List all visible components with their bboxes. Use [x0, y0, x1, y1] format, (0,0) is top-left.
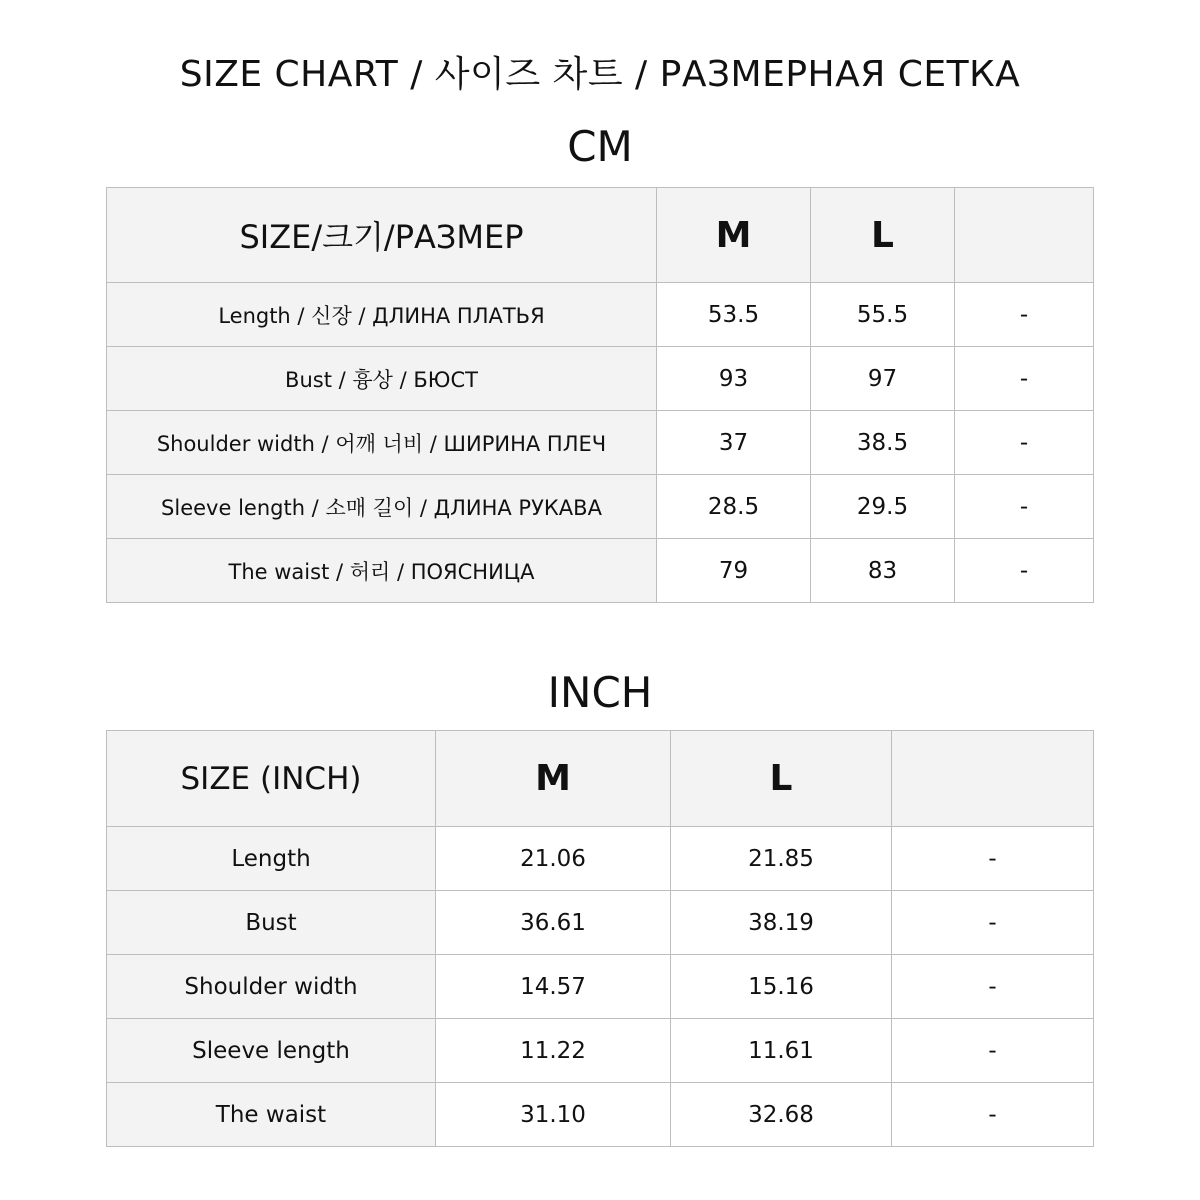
table-row [107, 1083, 1094, 1147]
size-l-value: 21.85 [671, 827, 892, 891]
table-row [107, 891, 1094, 955]
size-m-header: M [657, 188, 811, 283]
row-label: Shoulder width [107, 955, 436, 1019]
size-m-value: 79 [657, 539, 811, 603]
cm-size-table [106, 187, 1094, 603]
empty-size-value: - [892, 891, 1094, 955]
row-label: Length [107, 827, 436, 891]
table-row [107, 347, 1094, 411]
size-l-header: L [671, 731, 892, 827]
table-row [107, 539, 1094, 603]
empty-size-value: - [955, 347, 1094, 411]
row-label: Sleeve length [107, 1019, 436, 1083]
size-m-header: M [436, 731, 671, 827]
size-column-header: SIZE (INCH) [107, 731, 436, 827]
empty-size-value: - [892, 1019, 1094, 1083]
size-l-value: 32.68 [671, 1083, 892, 1147]
row-label: The waist / 허리 / ПОЯСНИЦА [107, 539, 657, 603]
row-label: The waist [107, 1083, 436, 1147]
empty-size-value: - [955, 475, 1094, 539]
empty-size-value: - [955, 283, 1094, 347]
size-l-value: 83 [811, 539, 955, 603]
size-l-value: 15.16 [671, 955, 892, 1019]
inch-section-heading: INCH [547, 668, 653, 717]
size-l-value: 11.61 [671, 1019, 892, 1083]
table-row [107, 827, 1094, 891]
size-m-value: 93 [657, 347, 811, 411]
size-m-value: 36.61 [436, 891, 671, 955]
empty-size-value: - [955, 411, 1094, 475]
inch-size-table [106, 730, 1094, 1147]
page-title: SIZE CHART / 사이즈 차트 / РАЗМЕРНАЯ СЕТКА [179, 54, 1021, 95]
row-label: Bust / 흉상 / БЮСТ [107, 347, 657, 411]
table-row [107, 283, 1094, 347]
empty-size-value: - [955, 539, 1094, 603]
size-m-value: 37 [657, 411, 811, 475]
size-m-value: 53.5 [657, 283, 811, 347]
size-m-value: 14.57 [436, 955, 671, 1019]
empty-size-value: - [892, 955, 1094, 1019]
size-l-value: 97 [811, 347, 955, 411]
table-header-row [107, 731, 1094, 827]
row-label: Sleeve length / 소매 길이 / ДЛИНА РУКАВА [107, 475, 657, 539]
empty-size-value: - [892, 1083, 1094, 1147]
size-l-header: L [811, 188, 955, 283]
cm-section-heading: CM [567, 122, 633, 171]
table-row [107, 475, 1094, 539]
empty-size-value: - [892, 827, 1094, 891]
size-m-value: 21.06 [436, 827, 671, 891]
size-l-value: 38.19 [671, 891, 892, 955]
table-header-row [107, 188, 1094, 283]
row-label: Length / 신장 / ДЛИНА ПЛАТЬЯ [107, 283, 657, 347]
empty-size-header [892, 731, 1094, 827]
row-label: Bust [107, 891, 436, 955]
table-row [107, 1019, 1094, 1083]
size-l-value: 29.5 [811, 475, 955, 539]
row-label: Shoulder width / 어깨 너비 / ШИРИНА ПЛЕЧ [107, 411, 657, 475]
empty-size-header [955, 188, 1094, 283]
table-row [107, 411, 1094, 475]
size-m-value: 11.22 [436, 1019, 671, 1083]
size-m-value: 28.5 [657, 475, 811, 539]
size-l-value: 55.5 [811, 283, 955, 347]
size-m-value: 31.10 [436, 1083, 671, 1147]
size-column-header: SIZE/크기/РАЗМЕР [107, 188, 657, 283]
table-row [107, 955, 1094, 1019]
size-l-value: 38.5 [811, 411, 955, 475]
